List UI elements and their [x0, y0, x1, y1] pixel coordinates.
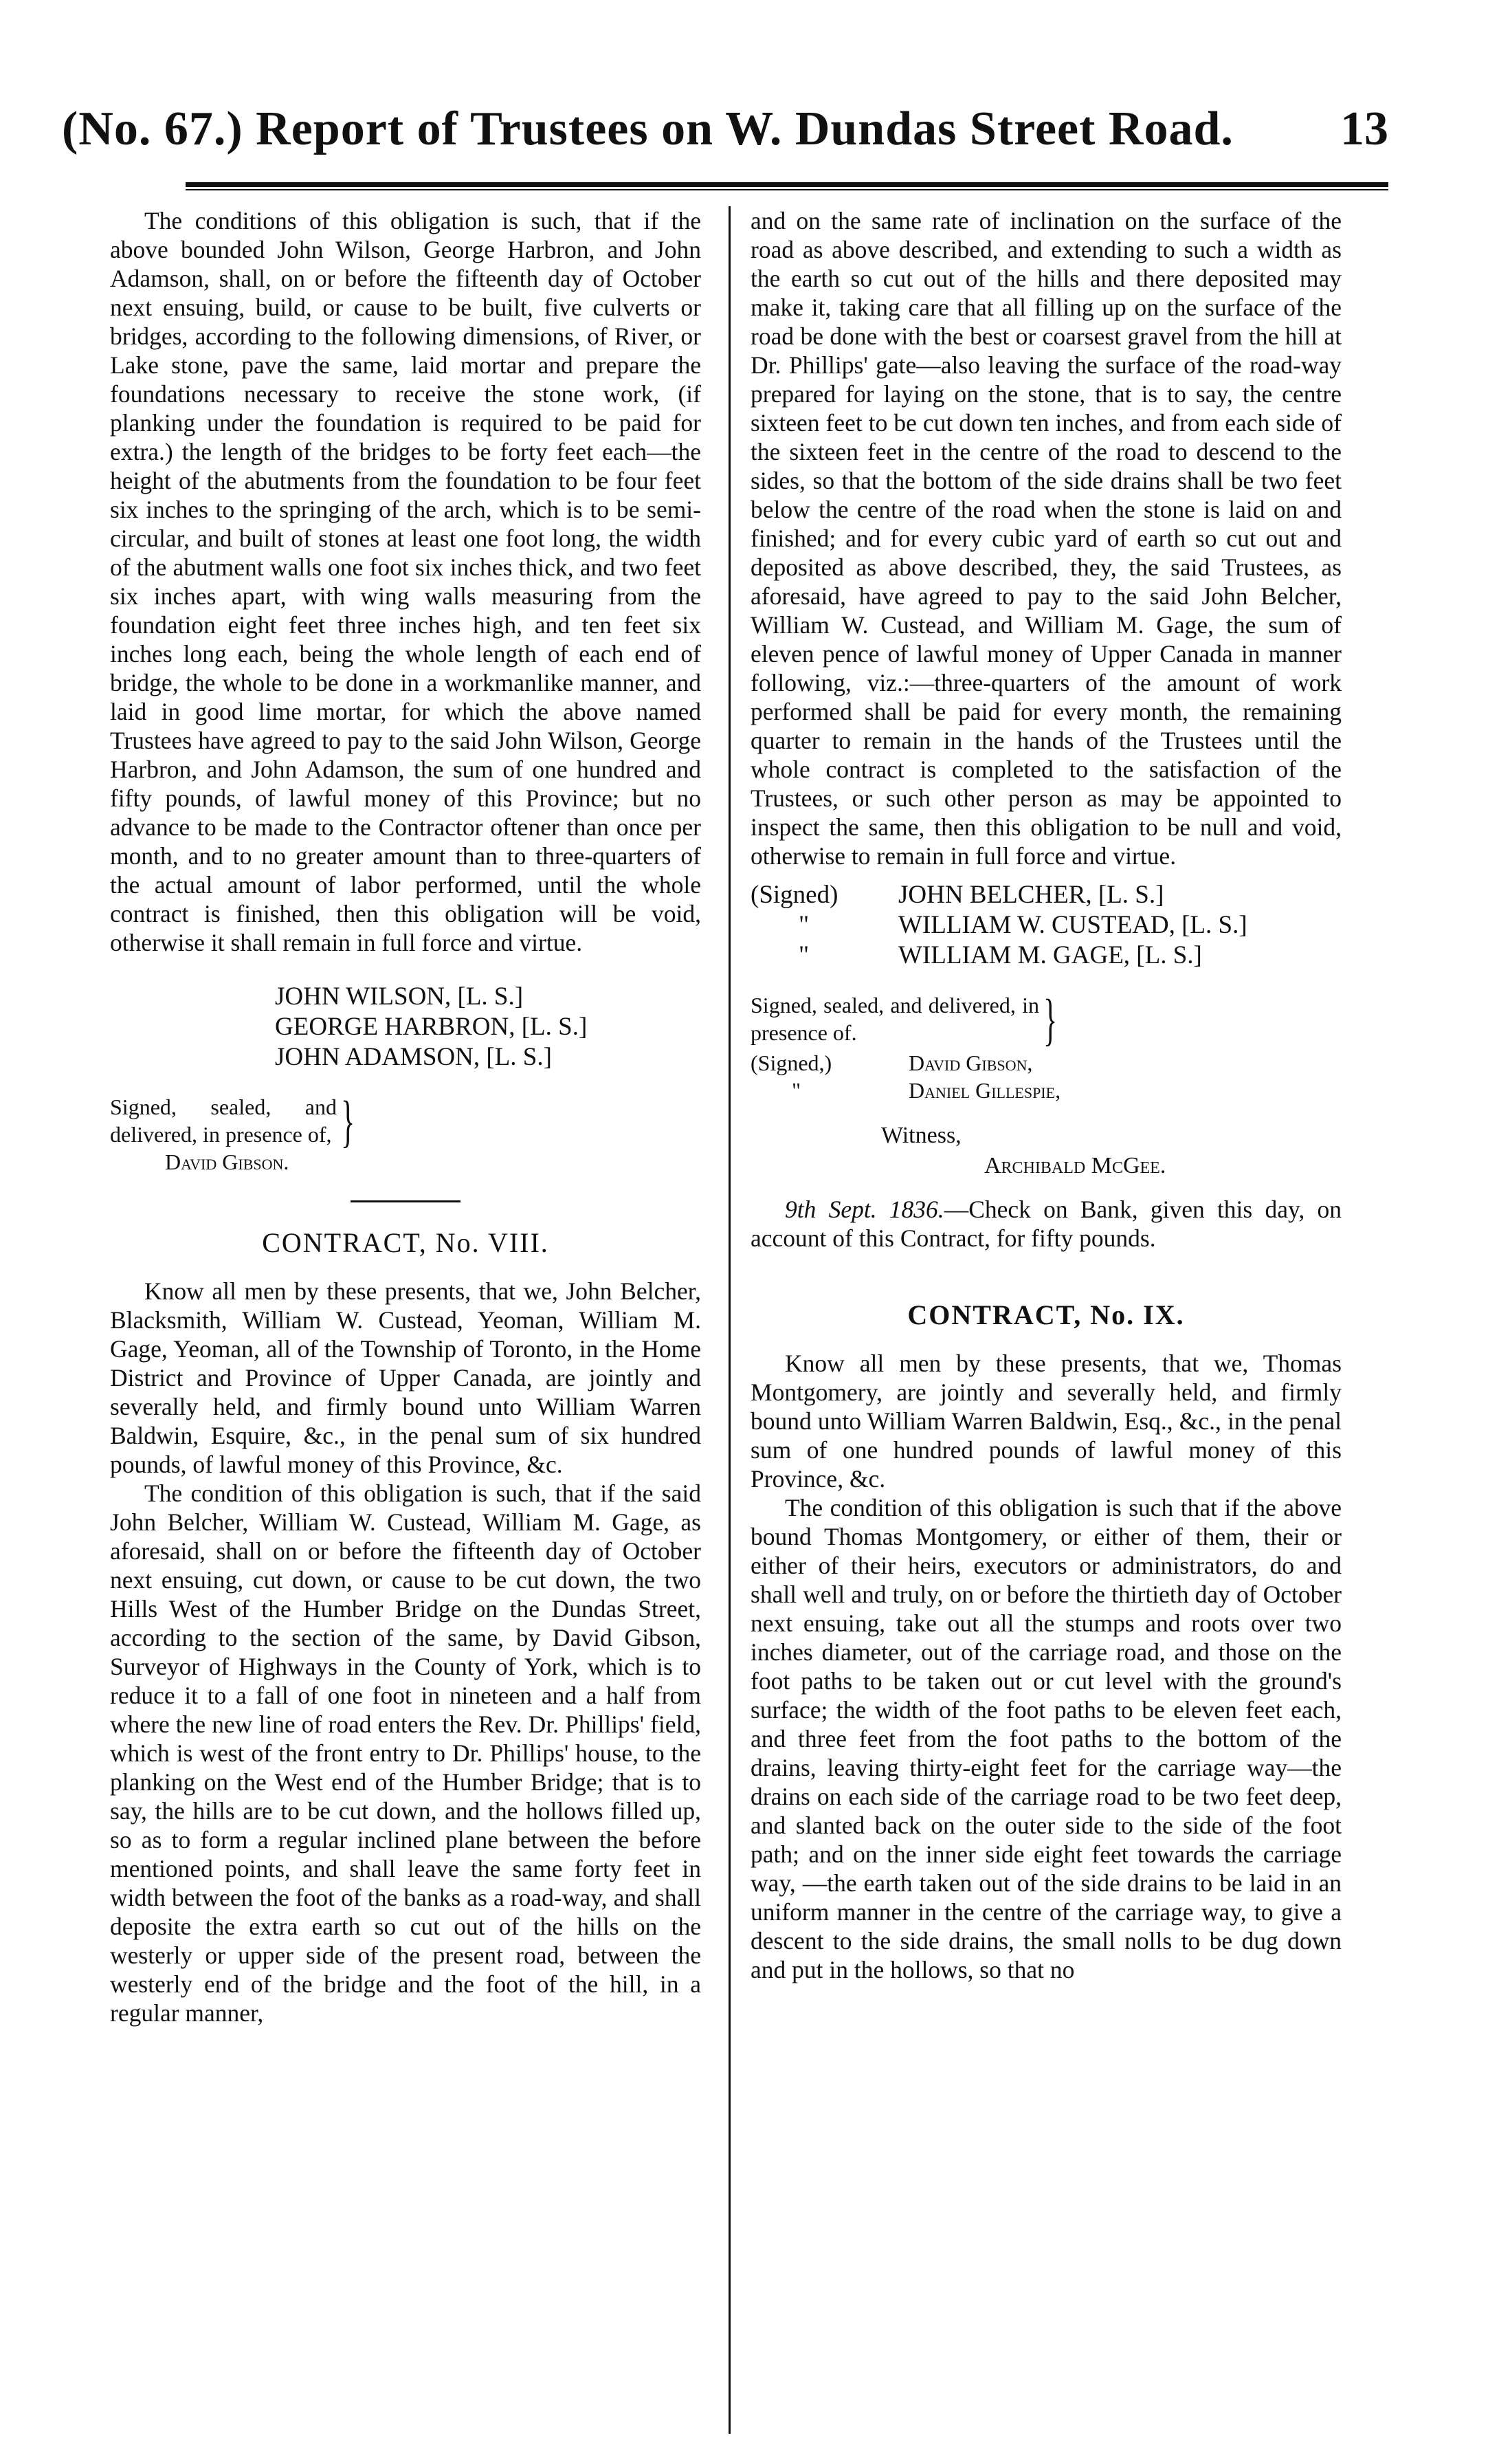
page-title: (No. 67.) Report of Trustees on W. Dundas Street Road. — [62, 102, 1234, 155]
witness-name: Archibald McGee. — [984, 1153, 1166, 1178]
contract-ix-bond: Know all men by these presents, that we, Thomas Montgomery, are jointly and severally held, and firmly bound unto William Warren Baldwin, Esq., &c., in the penal sum of one hundred pounds of lawful money of this Province, &c. — [751, 1350, 1342, 1493]
contract-viii-bond: Know all men by these presents, that we, John Belcher, Blacksmith, William W. Custead, Yeoman, William M. Gage, Yeoman, all of the Township of Toronto, in the Home District and Province of Upper Canada, are jointly and severally held, and firmly bound unto William Warren Baldwin, Esquire, &c., in the penal sum of six hundred pounds, of lawful money of this Province, &c. — [110, 1277, 701, 1478]
witness-name: David Gibson. — [165, 1150, 289, 1174]
payment-note-text: —Check on Bank, given this day, on account of this Contract, for fifty pounds. — [751, 1196, 1342, 1252]
witness-block — [751, 988, 1342, 1052]
witness-footer — [751, 1121, 1342, 1181]
ditto-mark: " — [799, 941, 810, 969]
ditto-mark: " — [799, 911, 810, 939]
signature-line — [751, 910, 1342, 940]
contract-viii-title: CONTRACT, No. VIII. — [262, 1227, 549, 1258]
signed-label: (Signed) — [751, 881, 839, 909]
page-number: 13 — [1340, 102, 1388, 155]
witness-label: Signed, sealed, and delivered, in presence of, — [110, 1094, 337, 1147]
signature-name: WILLIAM W. CUSTEAD, [L. S.] — [898, 911, 1247, 939]
contract-viii-signatures — [751, 880, 1342, 971]
signature-line: JOHN ADAMSON, [L. S.] — [275, 1043, 552, 1071]
witness-label: Signed, sealed, and delivered, in presence of. — [751, 993, 1039, 1045]
signature-line — [751, 880, 1342, 910]
brace: } — [1043, 988, 1058, 1052]
contract-viii-condition-continued: and on the same rate of inclination on the surface of the road as above described, and extending to such a width as the earth so cut out of the hills and there deposited may make it, taking care that all filling up on the surface of the road be done with the best or coarsest gravel from the hill at Dr. Phillips' gate—also leaving the surface of the road-way prepared for laying on the stone, that is to say, the centre sixteen feet to be cut down ten inches, and from each side of the sixteen feet in the centre of the road to descend to the sides, so that the bottom of the side drains shall be two feet below the centre of the road when the stone is laid on and finished; and for every cubic yard of earth so cut out and deposited as above described, they, the said Trustees, as aforesaid, have agreed to pay to the said John Belcher, William W. Custead, and William M. Gage, the sum of eleven pence of lawful money of Upper Canada in manner following, viz.:—three-quarters of the amount of work performed shall be paid for every month, the remaining quarter to remain in the hands of the Trustees until the whole contract is completed to the satisfaction of the Trustees, or such other person as may be appointed to inspect the same, then this obligation to be null and void, otherwise to remain in full force and virtue. — [751, 207, 1342, 870]
witness-name: Daniel Gillespie, — [909, 1078, 1061, 1103]
witness-signed-label: (Signed,) — [751, 1050, 832, 1075]
signature-name: WILLIAM M. GAGE, [L. S.] — [898, 941, 1202, 969]
contract-ix-condition: The condition of this obligation is such that if the above bound Thomas Montgomery, or either of them, their or either of their heirs, executors or administrators, do and shall well and truly, on or before the thirtieth day of October next ensuing, take out all the stumps and roots over two inches diameter, out of the carriage road, and those on the foot paths to be taken out or cut level with the ground's surface; the width of the foot paths to be eleven feet each, and three feet from the foot paths to the bottom of the drains, leaving thirty-eight feet for the carriage way—the drains on each side of the carriage road to be two feet deep, and slanted back on the outer side to the side of the foot path; and on the inner side eight feet towards the carriage way, —the earth taken out of the side drains to be laid in an uniform manner in the centre of the carriage way, to give a descent to the side drains, the small nolls to be dug down and put in the hollows, so that no — [751, 1494, 1342, 1983]
signature-line — [751, 940, 1342, 971]
contract-viii-condition: The condition of this obligation is such, that if the said John Belcher, William W. Custead, William M. Gage, as aforesaid, shall on or before the fifteenth day of October next ensuing, cut down, or cause to be cut down, the two Hills West of the Humber Bridge on the Dundas Street, according to the section of the same, by David Gibson, Surveyor of Highways in the County of York, which is to reduce it to a fall of one foot in nineteen and a half from where the new line of road enters the Rev. Dr. Phillips' field, which is west of the front entry to Dr. Phillips' house, to the planking on the West end of the Humber Bridge; that is to say, the hills are to be cut down, and the hollows filled up, so as to form a regular inclined plane between the before mentioned points, and shall leave the same forty feet in width between the foot of the banks as a road-way, and shall deposite the extra earth so cut out of the hills on the westerly or upper side of the present road, between the westerly end of the bridge and the foot of the hill, in a regular manner, — [110, 1480, 701, 2027]
contract-ix-title: CONTRACT, No. IX. — [907, 1299, 1185, 1330]
payment-note-date: 9th Sept. 1836. — [785, 1196, 944, 1223]
header-rule — [186, 182, 1388, 190]
witness-block — [110, 1090, 701, 1176]
witness-names — [751, 1049, 1342, 1104]
signature-line: JOHN WILSON, [L. S.] — [275, 982, 524, 1011]
contract-vii-condition: The conditions of this obligation is such, that if the above bounded John Wilson, George Harbron, and John Adamson, shall, on or before the fifteenth day of October next ensuing, build, or cause to be built, five culverts or bridges, according to the following dimensions, of River, or Lake stone, pave the same, laid mortar and prepare the foundations necessary to receive the stone work, (if planking under the foundation is required to be paid for extra.) the length of the bridges to be forty feet each—the height of the abutments from the foundation to be four feet six inches to the springing of the arch, which is to be semi-circular, and built of stones at least one foot long, the width of the abutment walls one foot six inches thick, and two feet six inches apart, with wing walls measuring from the foundation eight feet three inches high, and ten feet six inches long each, being the whole length of each end of bridge, the whole to be done in a workmanlike manner, and laid in good lime mortar, for which the above named Trustees have agreed to pay to the said John Wilson, George Harbron, and John Adamson, the sum of one hundred and fifty pounds, of lawful money of this Province; but no advance to be made to the Contractor oftener than once per month, and to no greater amount than to three-quarters of the actual amount of labor performed, until the whole contract is finished, then this obligation will be void, otherwise it shall remain in full force and virtue. — [110, 207, 701, 956]
brace: } — [341, 1090, 355, 1154]
signature-line: GEORGE HARBRON, [L. S.] — [275, 1013, 588, 1041]
left-column — [110, 206, 701, 2434]
payment-note — [751, 1195, 1342, 1253]
column-divider — [729, 206, 731, 2434]
section-divider — [351, 1200, 460, 1202]
right-column — [751, 206, 1342, 2434]
signature-name: JOHN BELCHER, [L. S.] — [898, 881, 1164, 909]
page-header — [62, 96, 1388, 162]
contract-vii-signatures — [110, 982, 701, 1072]
witness-word: Witness, — [881, 1123, 962, 1148]
witness-name: David Gibson, — [909, 1050, 1033, 1075]
ditto-mark: " — [792, 1078, 801, 1103]
